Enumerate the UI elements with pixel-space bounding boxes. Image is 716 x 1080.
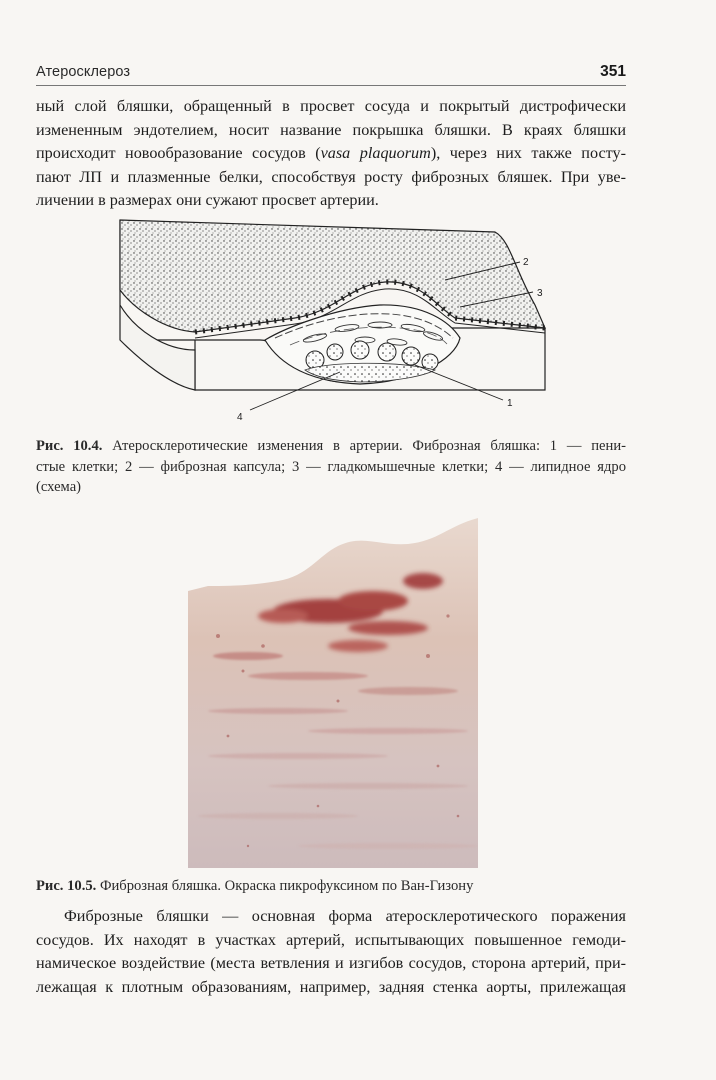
header-rule (36, 85, 626, 86)
label-3: 3 (537, 288, 543, 299)
label-1: 1 (507, 398, 513, 409)
caption-line (36, 436, 626, 457)
caption-text: Фиброзная бляшка. Окраска пикрофуксином по Ван-Гизону (99, 878, 474, 894)
caption-text: Атеросклеротические изменения в артерии. Фиброзная бляшка: 1 — пени- (112, 438, 626, 454)
text-fragment: происходит новообразование сосудов ( (36, 144, 321, 162)
text-line: сосудов. Их находят в участках артерий, испытывающих повышенное гемоди- (36, 930, 626, 949)
caption-line: стые клетки; 2 — фиброзная капсула; 3 — гладкомышечные клетки; 4 — липидное ядро (36, 458, 626, 475)
text-line: намическое воздействие (места ветвления и изгибов сосудов, сторона артерий, при- (36, 954, 626, 972)
caption-line: (схема) (36, 479, 82, 495)
text-line: личении в размерах они сужают просвет артерии. (36, 191, 379, 209)
text-line: ный слой бляшки, обращенный в просвет сосуда и покрытый дистрофически (36, 97, 626, 115)
text-line: пают ЛП и плазменные белки, способствуя росту фиброзных бляшек. При уве- (36, 167, 626, 186)
latin-term: vasa plaquorum (320, 144, 431, 162)
plaque-diagram (115, 210, 555, 425)
caption-label: Рис. 10.4. (36, 438, 103, 454)
figure-caption-10-5 (36, 876, 626, 897)
text-line (36, 142, 626, 166)
text-fragment: ), через них также посту- (430, 144, 626, 162)
label-4: 4 (237, 412, 243, 423)
running-head (36, 63, 626, 81)
histology-photo (188, 516, 478, 868)
paragraph-bottom (36, 905, 626, 999)
text-line: лежащая к плотным образованиям, например, задняя стенка аорты, прилежащая (36, 977, 626, 996)
label-2: 2 (523, 257, 529, 268)
section-title: Атеросклероз (36, 64, 131, 80)
text-line: измененным эндотелием, носит название покрышка бляшки. В краях бляшки (36, 120, 626, 139)
figure-caption-10-4 (36, 436, 626, 498)
text-line: Фиброзные бляшки — основная форма атеросклеротического поражения (64, 907, 626, 925)
paragraph-top (36, 95, 626, 213)
caption-label: Рис. 10.5. (36, 878, 97, 894)
page-number: 351 (600, 63, 626, 80)
